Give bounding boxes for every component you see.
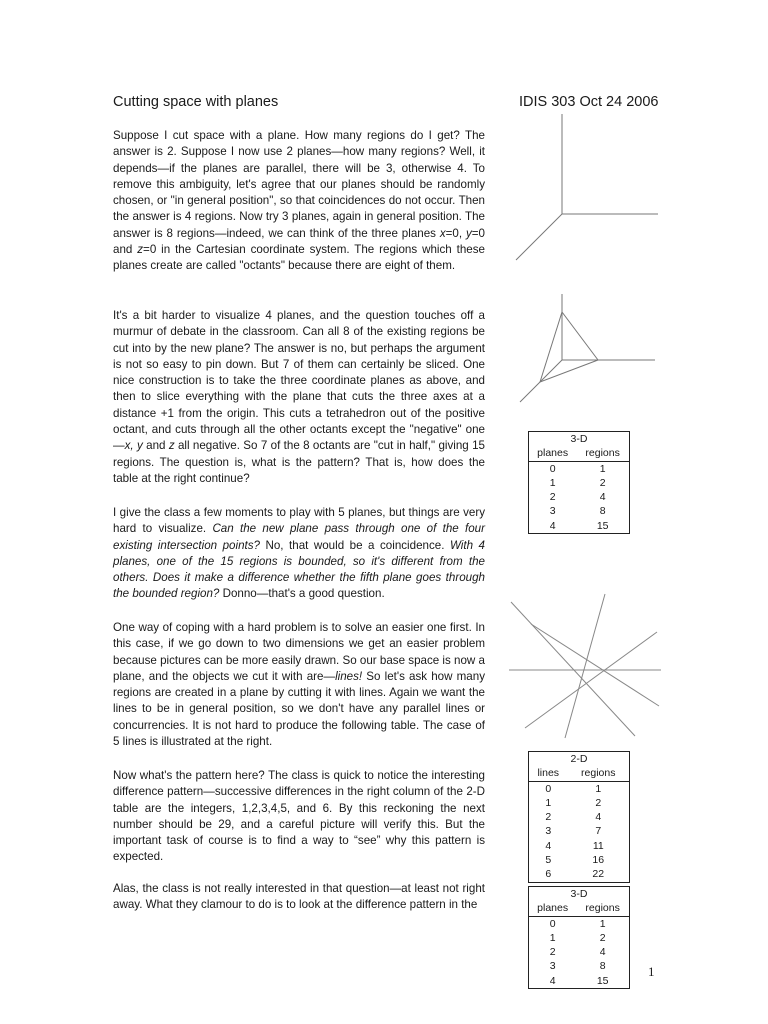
- table-row: [529, 781, 629, 796]
- text-run: all negative. So 7 of the 8 octants are "cut in half," giving 15 regions. The question is, what is the pattern? That is, how does the table at the right continue?: [113, 439, 485, 485]
- tetrahedron-figure: [510, 290, 660, 410]
- table-row: [529, 810, 629, 824]
- table-cell: 1: [599, 462, 606, 475]
- table-cell: 2: [545, 811, 552, 824]
- table-cell: 4: [599, 491, 606, 504]
- column-header: planes: [529, 901, 576, 916]
- table-cell: 15: [596, 974, 609, 987]
- table-caption: 2-D: [570, 753, 588, 765]
- table-cell: 1: [599, 917, 606, 930]
- table-cell: 3: [545, 825, 552, 838]
- italic-text-run: x: [439, 226, 446, 240]
- table-cell: 2: [599, 476, 606, 489]
- text-run: Alas, the class is not really interested in that question—at least not right away. What they clamour to do is to look at the difference pattern in the: [113, 882, 485, 912]
- text-run: =0 in the Cartesian coordinate system. The regions which these planes create are called "octants" because there are eight of them.: [113, 243, 485, 273]
- table-cell: 1: [545, 796, 552, 809]
- table-row: [529, 867, 629, 881]
- five-lines-figure: [505, 588, 665, 748]
- table-caption: 3-D: [570, 888, 588, 900]
- table-row: [529, 476, 629, 490]
- column-header: regions: [576, 901, 629, 916]
- table-cell: 6: [545, 868, 552, 881]
- table-cell: 8: [599, 505, 606, 518]
- table-cell: 4: [599, 946, 606, 959]
- paragraph-5: [113, 768, 485, 866]
- table-row: [529, 945, 629, 959]
- table-cell: 0: [549, 917, 556, 930]
- column-header: planes: [529, 446, 576, 461]
- italic-text-run: With 4 planes, one of the 15 regions is bounded, so it's different from the others. Does it make a difference whether the fifth plane goes through the bounded region?: [113, 538, 485, 601]
- text-run: So let's ask how many regions are created in a plane by cutting it with lines. Again we want the lines to be in general position, so we don't have any parallel lines or concurrencies. It is not hard to produce the following table. The case of 5 lines is illustrated at the right.: [113, 669, 485, 749]
- italic-text-run: z: [137, 243, 144, 257]
- table-cell: 11: [592, 839, 604, 852]
- table-cell: 8: [599, 960, 606, 973]
- table-row: [529, 796, 629, 810]
- table-cell: 2: [595, 796, 602, 809]
- text-run: I give the class a few moments to play with 5 planes, but things are very hard to visualize.: [113, 506, 485, 536]
- text-run: It's a bit harder to visualize 4 planes, and the question touches off a murmur of debate in the classroom. Can all 8 of the existing regions be cut into by the new plane? The answer is no, but perhaps the argument is not so easy to pin down. But 7 of them can certainly be sliced. One nice construction is to take the three coordinate planes as above, and then to slice everything with the plane that cuts the three axes at a distance +1 from the origin. This cuts a tetrahedron out of the positive octant, and cuts through all the other octants except the "negative" one—: [113, 309, 485, 453]
- italic-text-run: Can the new plane pass through one of the four existing intersection points?: [113, 522, 485, 552]
- table-cell: 2: [549, 491, 556, 504]
- octants-axes-figure: [510, 112, 660, 272]
- table-cell: 0: [545, 782, 552, 795]
- text-run: Donno—that's a good question.: [219, 587, 385, 601]
- table-row: [529, 461, 629, 476]
- table-caption: 3-D: [570, 433, 588, 445]
- paragraph-3: [113, 505, 485, 603]
- column-header: regions: [576, 446, 629, 461]
- table-cell: 7: [595, 825, 602, 838]
- table-3d-top: [528, 431, 630, 534]
- table-cell: 1: [549, 931, 556, 944]
- paragraph-2: [113, 308, 485, 487]
- table-row: [529, 853, 629, 867]
- italic-text-run: z: [168, 439, 175, 453]
- italic-text-run: y: [465, 226, 472, 240]
- table-cell: 22: [592, 868, 605, 881]
- text-run: One way of coping with a hard problem is to solve an easier one first. In this case, if we go down to two dimensions we get an easier problem because pictures can be more easily drawn. So our base space is now a plane, and the objects we cut it with are—: [113, 621, 485, 683]
- column-header: lines: [529, 766, 568, 781]
- table-row: [529, 824, 629, 838]
- table-cell: 4: [549, 519, 556, 532]
- text-run: Now what's the pattern here? The class is quick to notice the interesting difference pattern—successive differences in the right column of the 2-D table are the integers, 1,2,3,4,5, and 6. By this reckoning the next number should be 29, and a careful picture will verify this. But the important task of course is to find a way to “see” why this pattern is expected.: [113, 769, 485, 864]
- paragraph-1: [113, 128, 485, 275]
- table-cell: 1: [549, 476, 556, 489]
- table-row: [529, 519, 629, 533]
- table-cell: 3: [549, 960, 556, 973]
- table-3d-bottom: [528, 886, 630, 989]
- text-run: Suppose I cut space with a plane. How many regions do I get? The answer is 2. Suppose I now use 2 planes—how many regions? Well, it depends—if the planes are parallel, there will be 3, otherwise 4. To remove this ambiguity, let's agree that our planes should be randomly chosen, or "in general position", so that coincidences do not occur. Then the answer is 4 regions. Now try 3 planes, again in general position. The answer is 8 regions—indeed, we can think of the three planes: [113, 129, 485, 240]
- paragraph-6: [113, 881, 485, 914]
- course-date-header: IDIS 303 Oct 24 2006: [519, 94, 659, 110]
- table-cell: 2: [549, 946, 556, 959]
- table-row: [529, 504, 629, 518]
- table-row: [529, 916, 629, 931]
- table-cell: 0: [549, 462, 556, 475]
- table-cell: 4: [595, 811, 602, 824]
- table-cell: 4: [549, 974, 556, 987]
- text-run: and: [142, 439, 169, 453]
- text-run: No, that would be a coincidence.: [259, 538, 450, 552]
- table-row: [529, 959, 629, 973]
- table-row: [529, 839, 629, 853]
- table-cell: 1: [595, 782, 602, 795]
- table-cell: 2: [599, 931, 606, 944]
- table-cell: 4: [545, 839, 552, 852]
- table-row: [529, 974, 629, 988]
- table-cell: 5: [545, 854, 552, 867]
- column-header: regions: [568, 766, 629, 781]
- table-row: [529, 931, 629, 945]
- page-title: Cutting space with planes: [113, 94, 279, 110]
- table-2d: [528, 751, 630, 883]
- text-run: =0 and: [113, 226, 485, 257]
- table-cell: 15: [596, 519, 609, 532]
- page-number: 1: [648, 964, 655, 979]
- paragraph-4: [113, 620, 485, 750]
- text-run: =0,: [445, 226, 466, 240]
- italic-text-run: lines!: [335, 669, 363, 683]
- table-row: [529, 490, 629, 504]
- italic-text-run: x, y: [124, 439, 143, 453]
- table-cell: 16: [592, 854, 605, 867]
- table-cell: 3: [549, 505, 556, 518]
